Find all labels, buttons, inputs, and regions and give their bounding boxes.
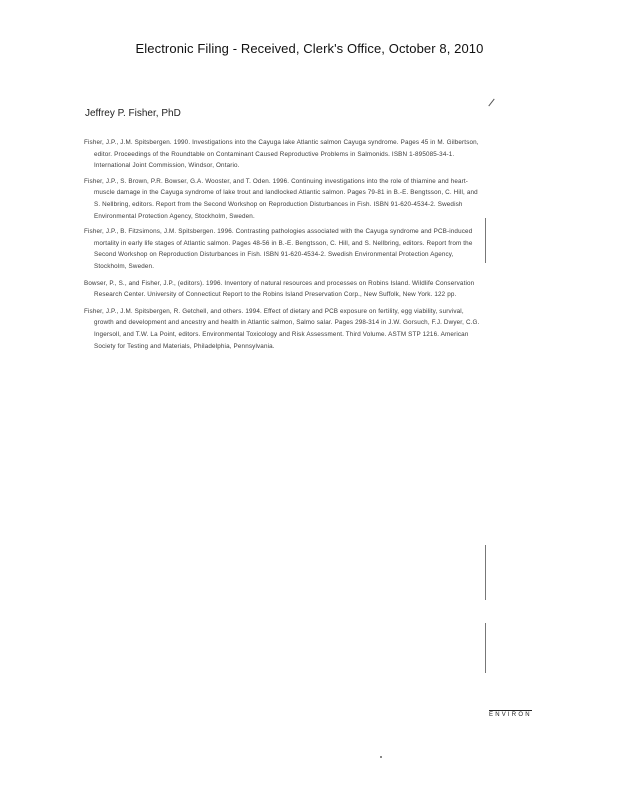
reference-item: Fisher, J.P., B. Fitzsimons, J.M. Spitsbergen. 1996. Contrasting pathologies associated with the Cayuga syndrome and PCB-induced mortality in early life stages of Atlantic salmon. Pages 48-56 in B.-E. Bengtsson, C. Hill, and S. Nellbring, editors. Report from the Second Workshop on Reproduction Disturbances in Fish. ISBN 91-620-4534-2. Swedish Environmental Protection Agency, Stockholm, Sweden.: [84, 228, 473, 270]
reference-item: Fisher, J.P., J.M. Spitsbergen, R. Getchell, and others. 1994. Effect of dietary and PCB exposure on fertility, egg viability, survival, growth and development and ancestry and health in Atlantic salmon, Salmo salar. Pages 298-314 in J.W. Gorsuch, F.J. Dwyer, C.G. Ingersoll, and T.W. La Point, editors. Environmental Toxicology and Risk Assessment. Third Volume. ASTM STP 1216. American Society for Testing and Materials, Philadelphia, Pennsylvania.: [84, 307, 480, 350]
reference-item: Fisher, J.P., S. Brown, P.R. Bowser, G.A. Wooster, and T. Oden. 1996. Continuing investigations into the role of thiamine and heart-muscle damage in the Cayuga syndrome of lake trout and landlocked Atlantic salmon. Pages 79-81 in B.-E. Bengtsson, C. Hill, and S. Nellbring, editors. Report from the Second Workshop on Reproduction Disturbances in Fish. ISBN 91-620-4534-2. Swedish Environmental Protection Agency, Stockholm, Sweden.: [84, 177, 478, 220]
scan-speck: [380, 756, 382, 758]
author-name: Jeffrey P. Fisher, PhD: [85, 108, 181, 119]
footer-logo: ENVIRON: [489, 712, 532, 718]
margin-bar: [485, 218, 486, 263]
reference-item: Bowser, P., S., and Fisher, J.P., (editors). 1996. Inventory of natural resources and processes on Robins Island. Wildlife Conservation Research Center. University of Connecticut Report to the Robins Island Preservation Corp., New Suffolk, New York. 122 pp.: [84, 279, 475, 299]
margin-bar: [485, 545, 486, 600]
reference-list: [84, 137, 482, 357]
margin-bar: [485, 623, 486, 673]
reference-item: Fisher, J.P., J.M. Spitsbergen. 1990. Investigations into the Cayuga lake Atlantic salmon Cayuga syndrome. Pages 45 in M. Gilbertson, editor. Proceedings of the Roundtable on Contaminant Caused Reproductive Problems in Salmonids. ISBN 1-895085-34-1. International Joint Commission, Windsor, Ontario.: [84, 139, 479, 170]
margin-tick-mark: [488, 99, 494, 107]
filing-header: Electronic Filing - Received, Clerk's Office, October 8, 2010: [135, 41, 484, 56]
